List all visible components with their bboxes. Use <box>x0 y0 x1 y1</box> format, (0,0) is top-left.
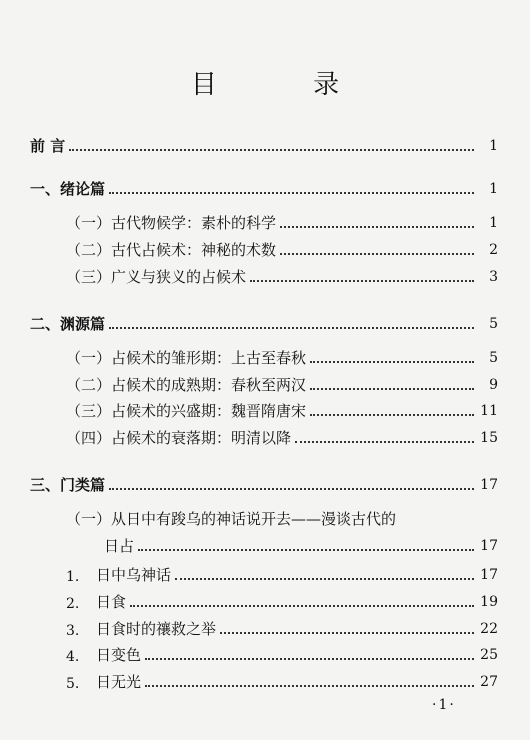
item-number: 2. <box>66 596 80 612</box>
toc-label: （二）占候术的成熟期：春秋至两汉 <box>66 376 307 394</box>
toc-label: 一、绪论篇 <box>30 180 106 198</box>
dot-leader <box>109 487 474 490</box>
toc-label: 三、门类篇 <box>30 476 106 494</box>
toc-label: 日食时的禳救之举 <box>96 620 217 638</box>
dot-leader <box>250 279 474 282</box>
item-number: 1. <box>66 569 80 585</box>
toc-entry-multiline-first[interactable]: （一）从日中有踆乌的神话说开去——漫谈古代的 <box>66 510 397 528</box>
dot-leader <box>295 440 474 443</box>
toc-entry[interactable] <box>66 426 498 448</box>
toc-label: （一）占候术的雏形期：上古至春秋 <box>66 349 307 367</box>
toc-entry-section-3[interactable] <box>30 473 498 495</box>
toc-entry-numbered[interactable] <box>66 563 498 585</box>
toc-entry-numbered[interactable] <box>66 643 498 665</box>
toc-page: 17 <box>480 477 498 493</box>
toc-entry-section-2[interactable] <box>30 312 498 334</box>
page-number-footer: ·1· <box>432 697 456 713</box>
toc-page: 5 <box>489 350 498 366</box>
dot-leader <box>310 360 474 363</box>
dot-leader <box>145 684 474 687</box>
toc-page: 17 <box>480 567 498 583</box>
toc-label: 日占 <box>104 537 135 555</box>
dot-leader <box>175 577 474 580</box>
toc-entry-preface[interactable] <box>30 134 498 156</box>
toc-entry-numbered[interactable] <box>66 617 498 639</box>
toc-page: 9 <box>489 377 498 393</box>
toc-page: 11 <box>480 403 498 419</box>
dot-leader <box>69 148 474 151</box>
toc-entry[interactable] <box>66 346 498 368</box>
toc-page: 5 <box>489 316 498 332</box>
toc-page: 15 <box>480 430 498 446</box>
toc-page: 1 <box>489 215 498 231</box>
toc-label: 日变色 <box>96 646 142 664</box>
dot-leader <box>310 413 474 416</box>
toc-page: 22 <box>480 621 498 637</box>
toc-label: 二、渊源篇 <box>30 315 106 333</box>
toc-label: 日无光 <box>96 673 142 691</box>
toc-entry-numbered[interactable] <box>66 590 498 612</box>
dot-leader <box>109 191 474 194</box>
toc-entry-multiline-second[interactable] <box>104 534 498 556</box>
item-number: 3. <box>66 623 80 639</box>
toc-label: 日中乌神话 <box>96 566 172 584</box>
toc-page: 27 <box>480 674 498 690</box>
toc-label: 前 言 <box>30 137 66 155</box>
toc-page: 1 <box>489 138 498 154</box>
dot-leader <box>280 225 474 228</box>
toc-entry[interactable] <box>66 373 498 395</box>
toc-page: 17 <box>480 538 498 554</box>
item-number: 5. <box>66 676 80 692</box>
toc-entry[interactable] <box>66 211 498 233</box>
toc-label: （三）广义与狭义的占候术 <box>66 268 247 286</box>
toc-entry[interactable] <box>66 265 498 287</box>
dot-leader <box>109 326 474 329</box>
toc-page: 3 <box>489 269 498 285</box>
item-number: 4. <box>66 649 80 665</box>
dot-leader <box>280 252 474 255</box>
toc-entry-numbered[interactable] <box>66 670 498 692</box>
toc-label: （一）古代物候学：素朴的科学 <box>66 214 277 232</box>
toc-label: （二）古代占候术：神秘的术数 <box>66 241 277 259</box>
toc-page: 25 <box>480 647 498 663</box>
dot-leader <box>220 631 474 634</box>
dot-leader <box>310 387 474 390</box>
dot-leader <box>130 604 474 607</box>
toc-label: 日食 <box>96 593 127 611</box>
page-title: 目 录 <box>190 70 384 100</box>
toc-page: 19 <box>480 594 498 610</box>
toc-label: （四）占候术的衰落期：明清以降 <box>66 429 292 447</box>
toc-page: 1 <box>489 181 498 197</box>
toc-label: （三）占候术的兴盛期：魏晋隋唐宋 <box>66 402 307 420</box>
toc-entry[interactable] <box>66 399 498 421</box>
dot-leader <box>138 548 474 551</box>
toc-entry-section-1[interactable] <box>30 177 498 199</box>
dot-leader <box>145 657 474 660</box>
toc-page: 2 <box>489 242 498 258</box>
toc-entry[interactable] <box>66 238 498 260</box>
